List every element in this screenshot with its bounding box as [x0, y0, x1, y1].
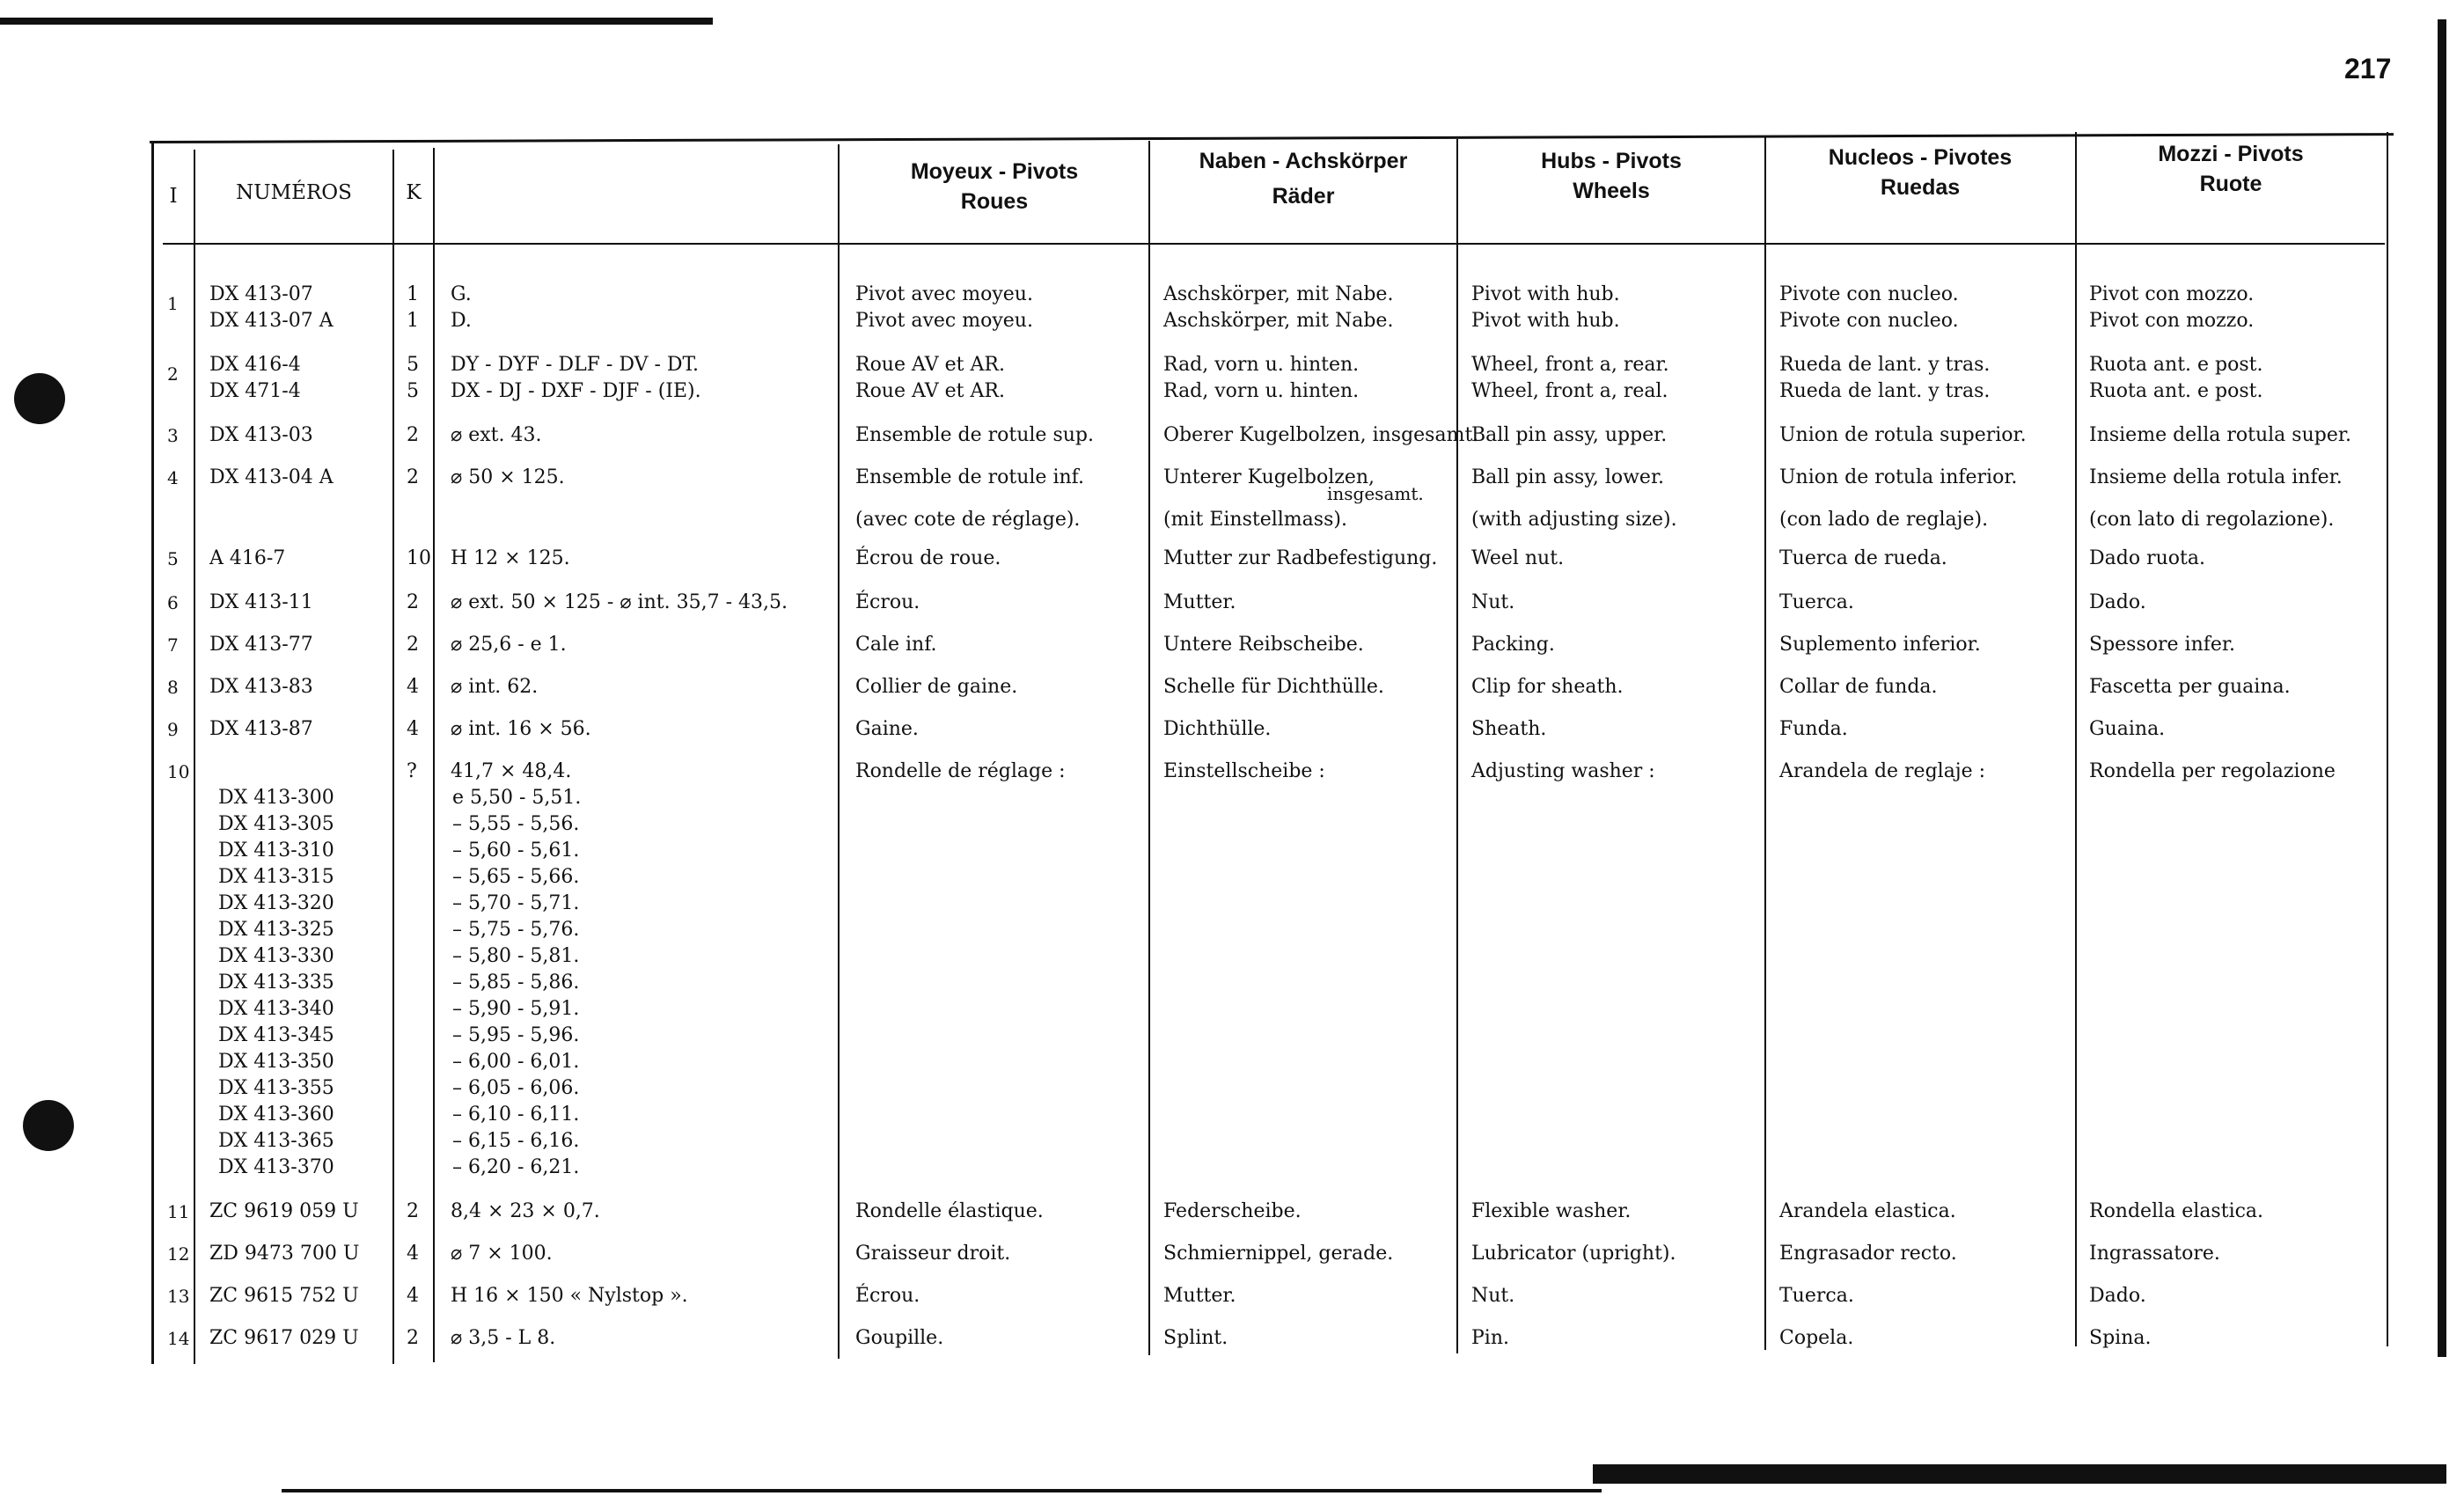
row-index: 10 [167, 761, 190, 782]
part-number: DX 413-77 [209, 634, 313, 656]
desc-es: Arandela de reglaje : [1779, 760, 1986, 782]
row-index: 4 [167, 467, 179, 488]
quantity: 2 [407, 1200, 419, 1222]
desc-en: Pivot with hub. [1471, 283, 1620, 305]
washer-part-number: DX 413-335 [218, 972, 334, 994]
desc-de: Oberer Kugelbolzen, insgesamt. [1163, 424, 1479, 446]
header-es-title: Nucleos - Pivotes [1828, 145, 2013, 170]
part-number: DX 413-07 [209, 283, 313, 305]
desc-it: Pivot con mozzo. [2089, 283, 2255, 305]
quantity: 4 [407, 676, 419, 698]
desc-es: Pivote con nucleo. [1779, 283, 1959, 305]
row-index: 13 [167, 1286, 190, 1307]
quantity: 2 [407, 466, 419, 488]
desc-it: Spina. [2089, 1327, 2152, 1349]
desc-es: Suplemento inferior. [1779, 634, 1981, 656]
col-sep-es [2075, 132, 2077, 1346]
specification: D. [451, 310, 472, 332]
specification: H 12 × 125. [451, 547, 570, 569]
row-index: 3 [167, 425, 179, 446]
desc-en: Nut. [1471, 591, 1515, 613]
header-lang-en [1459, 146, 1764, 206]
desc-de: Rad, vorn u. hinten. [1163, 380, 1360, 402]
desc-fr: Cale inf. [855, 634, 937, 656]
header-lang-es [1767, 143, 2073, 202]
desc-de: Schelle für Dichthülle. [1163, 676, 1384, 698]
col-sep-en [1764, 136, 1766, 1350]
specification: ⌀ 3,5 - L 8. [451, 1327, 556, 1349]
row-index: 11 [167, 1201, 190, 1222]
desc-en: Ball pin assy, lower. [1471, 466, 1665, 488]
desc-de: (mit Einstellmass). [1163, 509, 1347, 531]
desc-it: Ingrassatore. [2089, 1243, 2220, 1265]
part-number: DX 413-03 [209, 424, 313, 446]
desc-de: Splint. [1163, 1327, 1228, 1349]
desc-fr: Collier de gaine. [855, 676, 1018, 698]
row-index: 12 [167, 1243, 190, 1265]
desc-en: Weel nut. [1471, 547, 1565, 569]
quantity: 2 [407, 1327, 419, 1349]
specification: 8,4 × 23 × 0,7. [451, 1200, 600, 1222]
desc-en: Clip for sheath. [1471, 676, 1624, 698]
specification: ⌀ 7 × 100. [451, 1243, 553, 1265]
desc-fr: Pivot avec moyeu. [855, 310, 1033, 332]
desc-es: (con lado de reglaje). [1779, 509, 1989, 531]
washer-part-number: DX 413-370 [218, 1156, 334, 1178]
header-en-subtitle: Wheels [1573, 179, 1650, 203]
desc-de: Untere Reibscheibe. [1163, 634, 1364, 656]
header-k: K [406, 181, 422, 204]
washer-size: – 6,00 - 6,01. [452, 1051, 580, 1073]
bottom-thin-line [282, 1489, 1602, 1492]
bottom-scan-bar [1593, 1464, 2446, 1484]
row-index: 2 [167, 363, 179, 385]
table-left-border [151, 141, 154, 1364]
washer-size: – 5,95 - 5,96. [452, 1024, 580, 1046]
header-de-subtitle: Räder [1272, 184, 1335, 209]
desc-it: Pivot con mozzo. [2089, 310, 2255, 332]
desc-de: Aschskörper, mit Nabe. [1163, 283, 1394, 305]
page-number: 217 [2344, 53, 2392, 84]
desc-de: insgesamt. [1327, 483, 1424, 504]
desc-de: Schmiernippel, gerade. [1163, 1243, 1394, 1265]
row-index: 8 [167, 677, 179, 698]
desc-fr: Goupille. [855, 1327, 944, 1349]
header-it-subtitle: Ruote [2199, 172, 2262, 196]
col-sep-spec [838, 144, 840, 1359]
washer-part-number: DX 413-315 [218, 866, 334, 888]
desc-en: Lubricator (upright). [1471, 1243, 1676, 1265]
specification: ⌀ int. 16 × 56. [451, 718, 591, 740]
desc-it: Insieme della rotula super. [2089, 424, 2351, 446]
quantity: 10 [407, 547, 431, 569]
desc-fr: Roue AV et AR. [855, 380, 1005, 402]
desc-it: Rondella per regolazione [2089, 760, 2336, 782]
washer-size: – 5,65 - 5,66. [452, 866, 580, 888]
desc-es: Union de rotula superior. [1779, 424, 2027, 446]
desc-en: Ball pin assy, upper. [1471, 424, 1668, 446]
desc-it: Insieme della rotula infer. [2089, 466, 2343, 488]
quantity: 5 [407, 380, 419, 402]
right-scan-bar [2438, 19, 2446, 1357]
desc-it: Ruota ant. e post. [2089, 380, 2263, 402]
desc-en: Adjusting washer : [1471, 760, 1655, 782]
washer-size: – 5,60 - 5,61. [452, 840, 580, 862]
part-number: DX 413-04 A [209, 466, 334, 488]
row-index: 7 [167, 634, 179, 656]
desc-es: Tuerca de rueda. [1779, 547, 1947, 569]
desc-en: (with adjusting size). [1471, 509, 1677, 531]
header-lang-fr [841, 157, 1148, 216]
specification: ⌀ ext. 50 × 125 - ⌀ int. 35,7 - 43,5. [451, 591, 788, 613]
washer-part-number: DX 413-310 [218, 840, 334, 862]
desc-es: Rueda de lant. y tras. [1779, 354, 1991, 376]
specification: G. [451, 283, 472, 305]
desc-de: Federscheibe. [1163, 1200, 1302, 1222]
part-number: ZC 9619 059 U [209, 1200, 359, 1222]
part-number: DX 471-4 [209, 380, 301, 402]
header-fr-title: Moyeux - Pivots [910, 159, 1079, 184]
specification: DY - DYF - DLF - DV - DT. [451, 354, 699, 376]
washer-part-number: DX 413-345 [218, 1024, 334, 1046]
desc-it: Guaina. [2089, 718, 2166, 740]
part-number: DX 413-83 [209, 676, 313, 698]
washer-part-number: DX 413-300 [218, 787, 334, 809]
desc-es: Tuerca. [1779, 1285, 1854, 1307]
washer-size: – 6,15 - 6,16. [452, 1130, 580, 1152]
washer-size: e 5,50 - 5,51. [452, 787, 582, 809]
quantity: 1 [407, 310, 419, 332]
quantity: 5 [407, 354, 419, 376]
desc-en: Sheath. [1471, 718, 1547, 740]
washer-part-number: DX 413-365 [218, 1130, 334, 1152]
row-index: 5 [167, 548, 179, 569]
header-numeros: NUMÉROS [236, 181, 352, 204]
desc-es: Copela. [1779, 1327, 1854, 1349]
desc-de: Mutter. [1163, 591, 1236, 613]
desc-it: (con lato di regolazione). [2089, 509, 2335, 531]
desc-es: Rueda de lant. y tras. [1779, 380, 1991, 402]
desc-fr: Rondelle de réglage : [855, 760, 1066, 782]
header-lang-it [2077, 139, 2385, 199]
washer-part-number: DX 413-340 [218, 998, 334, 1020]
washer-size: – 5,75 - 5,76. [452, 919, 580, 941]
col-sep-right [2387, 132, 2388, 1346]
col-sep-numeros [392, 150, 394, 1364]
desc-de: Dichthülle. [1163, 718, 1272, 740]
desc-fr: Gaine. [855, 718, 919, 740]
desc-fr: Roue AV et AR. [855, 354, 1005, 376]
desc-it: Spessore infer. [2089, 634, 2235, 656]
desc-de: Mutter zur Radbefestigung. [1163, 547, 1438, 569]
quantity: 4 [407, 1243, 419, 1265]
header-lang-de [1151, 146, 1456, 211]
header-bottom-border [163, 243, 2385, 245]
col-sep-fr [1148, 141, 1150, 1355]
part-number: ZD 9473 700 U [209, 1243, 360, 1265]
header-en-title: Hubs - Pivots [1541, 149, 1682, 173]
desc-es: Arandela elastica. [1779, 1200, 1956, 1222]
header-it-title: Mozzi - Pivots [2158, 142, 2304, 166]
desc-de: Mutter. [1163, 1285, 1236, 1307]
row-index: 6 [167, 592, 179, 613]
desc-en: Pivot with hub. [1471, 310, 1620, 332]
washer-part-number: DX 413-325 [218, 919, 334, 941]
part-number: DX 416-4 [209, 354, 301, 376]
part-number: DX 413-87 [209, 718, 313, 740]
quantity: 4 [407, 1285, 419, 1307]
washer-part-number: DX 413-360 [218, 1104, 334, 1126]
desc-en: Wheel, front a, rear. [1471, 354, 1669, 376]
desc-it: Dado ruota. [2089, 547, 2205, 569]
row-index: 9 [167, 719, 179, 740]
part-number: A 416-7 [209, 547, 286, 569]
header-de-title: Naben - Achskörper [1199, 149, 1408, 173]
washer-part-number: DX 413-305 [218, 813, 334, 835]
desc-es: Tuerca. [1779, 591, 1854, 613]
desc-fr: Pivot avec moyeu. [855, 283, 1033, 305]
washer-size: – 5,90 - 5,91. [452, 998, 580, 1020]
part-number: ZC 9615 752 U [209, 1285, 359, 1307]
desc-fr: Rondelle élastique. [855, 1200, 1044, 1222]
header-fr-subtitle: Roues [960, 189, 1029, 214]
desc-fr: Écrou de roue. [855, 547, 1001, 569]
desc-en: Wheel, front a, real. [1471, 380, 1668, 402]
desc-es: Funda. [1779, 718, 1848, 740]
top-scan-bar [0, 18, 713, 25]
header-es-subtitle: Ruedas [1880, 175, 1961, 200]
washer-part-number: DX 413-350 [218, 1051, 334, 1073]
desc-it: Rondella elastica. [2089, 1200, 2264, 1222]
desc-en: Pin. [1471, 1327, 1510, 1349]
desc-fr: (avec cote de réglage). [855, 509, 1081, 531]
washer-size: – 5,80 - 5,81. [452, 945, 580, 967]
specification: ⌀ 25,6 - e 1. [451, 634, 567, 656]
desc-en: Flexible washer. [1471, 1200, 1632, 1222]
col-sep-k [433, 148, 435, 1362]
specification: DX - DJ - DXF - DJF - (IE). [451, 380, 701, 402]
desc-it: Ruota ant. e post. [2089, 354, 2263, 376]
desc-en: Packing. [1471, 634, 1555, 656]
row-index: 1 [167, 293, 179, 314]
desc-en: Nut. [1471, 1285, 1515, 1307]
washer-size: – 6,05 - 6,06. [452, 1077, 580, 1099]
washer-size: – 6,20 - 6,21. [452, 1156, 580, 1178]
desc-fr: Écrou. [855, 1285, 920, 1307]
desc-it: Dado. [2089, 591, 2146, 613]
washer-size: – 6,10 - 6,11. [452, 1104, 580, 1126]
washer-size: – 5,70 - 5,71. [452, 892, 580, 914]
washer-size: – 5,55 - 5,56. [452, 813, 580, 835]
washer-part-number: DX 413-330 [218, 945, 334, 967]
quantity: 2 [407, 424, 419, 446]
part-number: DX 413-11 [209, 591, 313, 613]
washer-part-number: DX 413-320 [218, 892, 334, 914]
quantity: ? [407, 760, 417, 782]
desc-es: Pivote con nucleo. [1779, 310, 1959, 332]
specification: 41,7 × 48,4. [451, 760, 572, 782]
quantity: 2 [407, 591, 419, 613]
desc-it: Fascetta per guaina. [2089, 676, 2291, 698]
washer-size: – 5,85 - 5,86. [452, 972, 580, 994]
header-i: I [169, 185, 178, 208]
col-sep-i [194, 150, 195, 1364]
quantity: 2 [407, 634, 419, 656]
washer-part-number: DX 413-355 [218, 1077, 334, 1099]
desc-it: Dado. [2089, 1285, 2146, 1307]
quantity: 1 [407, 283, 419, 305]
specification: ⌀ 50 × 125. [451, 466, 565, 488]
desc-es: Union de rotula inferior. [1779, 466, 2018, 488]
part-number: DX 413-07 A [209, 310, 334, 332]
desc-es: Collar de funda. [1779, 676, 1938, 698]
desc-de: Rad, vorn u. hinten. [1163, 354, 1360, 376]
specification: H 16 × 150 « Nylstop ». [451, 1285, 688, 1307]
binder-hole-bottom [23, 1100, 74, 1151]
col-sep-de [1456, 139, 1458, 1353]
part-number: ZC 9617 029 U [209, 1327, 359, 1349]
row-index: 14 [167, 1328, 190, 1349]
binder-hole-top [14, 373, 65, 424]
desc-fr: Graisseur droit. [855, 1243, 1011, 1265]
quantity: 4 [407, 718, 419, 740]
desc-fr: Ensemble de rotule sup. [855, 424, 1094, 446]
desc-de: Unterer Kugelbolzen, [1163, 466, 1375, 488]
desc-fr: Ensemble de rotule inf. [855, 466, 1085, 488]
desc-de: Aschskörper, mit Nabe. [1163, 310, 1394, 332]
specification: ⌀ ext. 43. [451, 424, 542, 446]
desc-fr: Écrou. [855, 591, 920, 613]
desc-es: Engrasador recto. [1779, 1243, 1957, 1265]
specification: ⌀ int. 62. [451, 676, 539, 698]
desc-de: Einstellscheibe : [1163, 760, 1325, 782]
